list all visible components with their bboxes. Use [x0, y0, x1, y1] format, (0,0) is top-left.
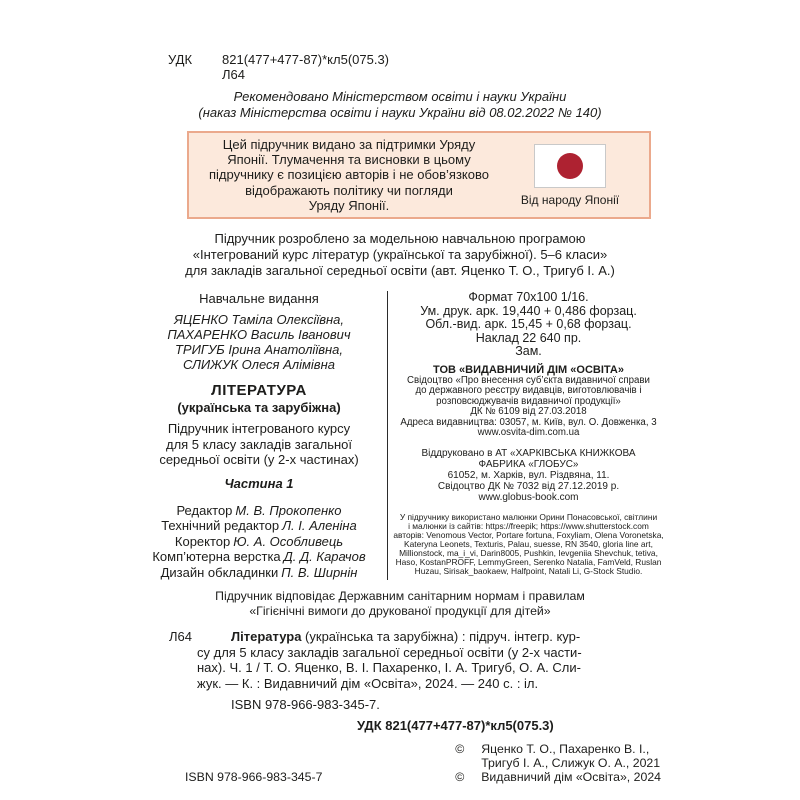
japan-flag-block: [503, 144, 637, 207]
japan-box-line: підручнику є позицією авторів і не обов’язково: [209, 167, 489, 183]
bibliographic-entry: [135, 629, 665, 691]
recommendation-line: (наказ Міністерства освіти і науки України від 08.02.2022 № 140): [198, 105, 602, 120]
copyright-line: Тригуб І. А., Слижук О. А., 2021: [481, 756, 661, 770]
publisher-cert-line: ДК № 6109 від 27.03.2018: [470, 406, 587, 418]
course-description-line: середньої освіти (у 2-х частинах): [159, 452, 359, 467]
japan-box-line: Японії. Тлумачення та висновки в цьому: [227, 152, 471, 168]
printer-info-line: Віддруковано в АТ «ХАРКІВСЬКА КНИЖКОВА: [421, 448, 636, 460]
authors-block: [135, 312, 383, 372]
image-credits-line: Kateryna Leonets, Texturis, Palau, suesse, RN 3540, gloria line art,: [404, 539, 653, 550]
imprint-columns: [135, 291, 665, 580]
print-info-line: Зам.: [515, 344, 542, 358]
program-note-line: для закладів загальної середньої освіти (авт. Яценко Т. О., Тригуб І. А.): [185, 263, 615, 278]
printer-info-block: [392, 448, 665, 503]
right-column: [388, 291, 665, 580]
bib-line: су для 5 класу закладів загальної середньої освіти (у 2-х части-: [197, 644, 582, 660]
program-note-line: Підручник розроблено за модельною навчальною програмою: [214, 231, 586, 246]
edition-type-label: Навчальне видання: [199, 291, 319, 306]
staff-person-name: Л. І. Аленіна: [282, 518, 357, 533]
staff-person-name: П. В. Ширнін: [281, 564, 358, 580]
printer-website: www.globus-book.com: [478, 492, 579, 504]
printer-info-line: Свідоцтво ДК № 7032 від 27.12.2019 р.: [437, 481, 620, 493]
staff-line: [135, 534, 383, 550]
udc-label: УДК: [168, 52, 193, 67]
publisher-cert-line: Свідоцтво «Про внесення суб’єкта видавничої справи: [407, 374, 650, 386]
staff-line: [135, 549, 383, 565]
staff-role: Редактор: [176, 502, 233, 518]
publisher-cert-block: [392, 376, 665, 440]
staff-line: [135, 565, 383, 581]
copyright-entry: [455, 742, 661, 756]
bib-line: нах). Ч. 1 / Т. О. Яценко, В. І. Пахаренко, І. А. Тригуб, О. А. Сли-: [197, 660, 581, 675]
print-info-block: [392, 291, 665, 359]
publisher-cert-line: до державного реєстру видавців, виготовлювачів і: [415, 385, 642, 397]
image-credits-block: [392, 513, 665, 576]
publisher-name: ТОВ «ВИДАВНИЧИЙ ДІМ «ОСВІТА»: [433, 363, 624, 376]
course-description-line: Підручник інтегрованого курсу: [167, 421, 351, 436]
copyright-block: [455, 742, 661, 784]
recommendation-line: Рекомендовано Міністерством освіти і науки України: [233, 89, 567, 104]
flag-caption: Від народу Японії: [520, 192, 620, 207]
author-name: ТРИГУБ Ірина Анатоліївна,: [174, 342, 343, 357]
author-name: СЛИЖУК Олеся Алімівна: [183, 357, 335, 372]
image-credits-line: Millionstock, ma_i_vi, Darin8005, Pushkin, Ievgeniia Shevchuk, tetiva,: [399, 548, 658, 559]
sanitary-note-line: Підручник відповідає Державним санітарним нормам і правилам: [215, 589, 585, 603]
printer-info-line: ФАБРИКА «ГЛОБУС»: [478, 459, 579, 471]
staff-line: [135, 503, 383, 519]
staff-person-name: Д. Д. Карачов: [283, 549, 366, 564]
print-info-line: Ум. друк. арк. 19,440 + 0,486 форзац.: [420, 303, 637, 318]
footer-isbn: ISBN 978-966-983-345-7: [185, 770, 323, 784]
print-info-line: Наклад 22 640 пр.: [475, 330, 582, 345]
copyright-symbol: ©: [455, 770, 465, 784]
print-info-line: Формат 70х100 1/16.: [468, 290, 589, 304]
copyright-symbol: [455, 756, 481, 770]
udc-top-block: [168, 52, 665, 67]
author-name: ЯЦЕНКО Таміла Олексіївна,: [173, 312, 345, 327]
part-label: Частина 1: [224, 475, 294, 491]
image-credits-line: Haso, KostanPROFF, LemmyGreen, Serenko Natalia, FamVeld, Ruslan: [395, 557, 662, 568]
udc-value: 821(477+477-87)*кл5(075.3): [222, 52, 390, 67]
sanitary-note: [135, 589, 665, 618]
recommendation-note: [135, 89, 665, 121]
staff-role: Коректор: [174, 533, 231, 549]
copyright-line: Яценко Т. О., Пахаренко В. І.,: [481, 742, 650, 756]
staff-person-name: Ю. А. Особливець: [233, 533, 344, 549]
rising-sun-circle-icon: [557, 153, 583, 179]
book-subtitle: (українська та зарубіжна): [177, 400, 341, 415]
page-footer: [135, 742, 665, 784]
bib-code: Л64: [169, 629, 192, 644]
bib-udc: УДК 821(477+477-87)*кл5(075.3): [357, 718, 554, 733]
image-credits-line: і малюнки із сайтів: https://freepik; https://www.shutterstock.com: [408, 521, 649, 532]
bib-line: жук. — К. : Видавничий дім «Освіта», 2024. — 240 с. : іл.: [197, 675, 539, 691]
image-credits-line: Huzau, Sirisak_baokaew, Halfpoint, Natali Li, G-Stock Studio.: [414, 566, 643, 577]
left-column: [135, 291, 387, 580]
staff-role: Технічний редактор: [161, 518, 280, 533]
bib-line-rest: (українська та зарубіжна) : підруч. інтегр. кур-: [305, 629, 581, 644]
publisher-cert-line: розповсюджувачів видавничої продукції»: [436, 395, 621, 407]
japan-box-line: Уряду Японії.: [308, 197, 390, 213]
publisher-cert-line: Адреса видавництва: 03057, м. Київ, вул. О. Довженка, 3: [400, 416, 657, 428]
bib-title: Література: [231, 629, 302, 644]
staff-role: Дизайн обкладинки: [160, 564, 279, 580]
image-credits-line: У підручнику використано малюнки Орини Понасовської, світлини: [399, 512, 658, 523]
image-credits-line: авторів: Venomous Vector, Portare fortuna, Foxyliam, Olena Voronetska,: [393, 530, 664, 541]
copyright-line: Видавничий дім «Освіта», 2024: [481, 770, 661, 784]
staff-block: [135, 503, 383, 581]
bib-line: [197, 629, 665, 645]
publisher-website: www.osvita-dim.com.ua: [477, 427, 580, 439]
sanitary-note-line: «Гігієнічні вимоги до друкованої продукції для дітей»: [249, 603, 551, 618]
program-note: [135, 231, 665, 279]
copyright-symbol: ©: [455, 742, 465, 756]
course-description-line: для 5 класу закладів загальної: [165, 436, 352, 452]
staff-person-name: М. В. Прокопенко: [235, 502, 342, 518]
staff-role: Комп’ютерна верстка: [152, 549, 281, 564]
staff-line: [135, 518, 383, 534]
japan-box-line: Цей підручник видано за підтримки Уряду: [222, 137, 476, 152]
printer-info-line: 61052, м. Харків, вул. Різдвяна, 11.: [447, 470, 610, 482]
copyright-entry: [455, 770, 661, 784]
japan-flag-icon: [534, 144, 606, 188]
author-name: ПАХАРЕНКО Василь Іванович: [167, 327, 351, 342]
program-note-line: «Інтегрований курс літератур (української та зарубіжної). 5–6 класи»: [192, 247, 608, 262]
bbk-code: Л64: [222, 67, 245, 82]
japan-box-text: [195, 137, 503, 213]
bib-isbn: ISBN 978-966-983-345-7.: [231, 697, 380, 712]
course-description: [135, 421, 383, 468]
book-title: ЛІТЕРАТУРА: [211, 382, 307, 399]
print-info-line: Обл.-вид. арк. 15,45 + 0,68 форзац.: [425, 317, 632, 331]
copyright-entry: [455, 756, 661, 770]
japan-box-line: відображають політику чи погляди: [245, 182, 453, 198]
japan-support-box: [187, 131, 651, 219]
